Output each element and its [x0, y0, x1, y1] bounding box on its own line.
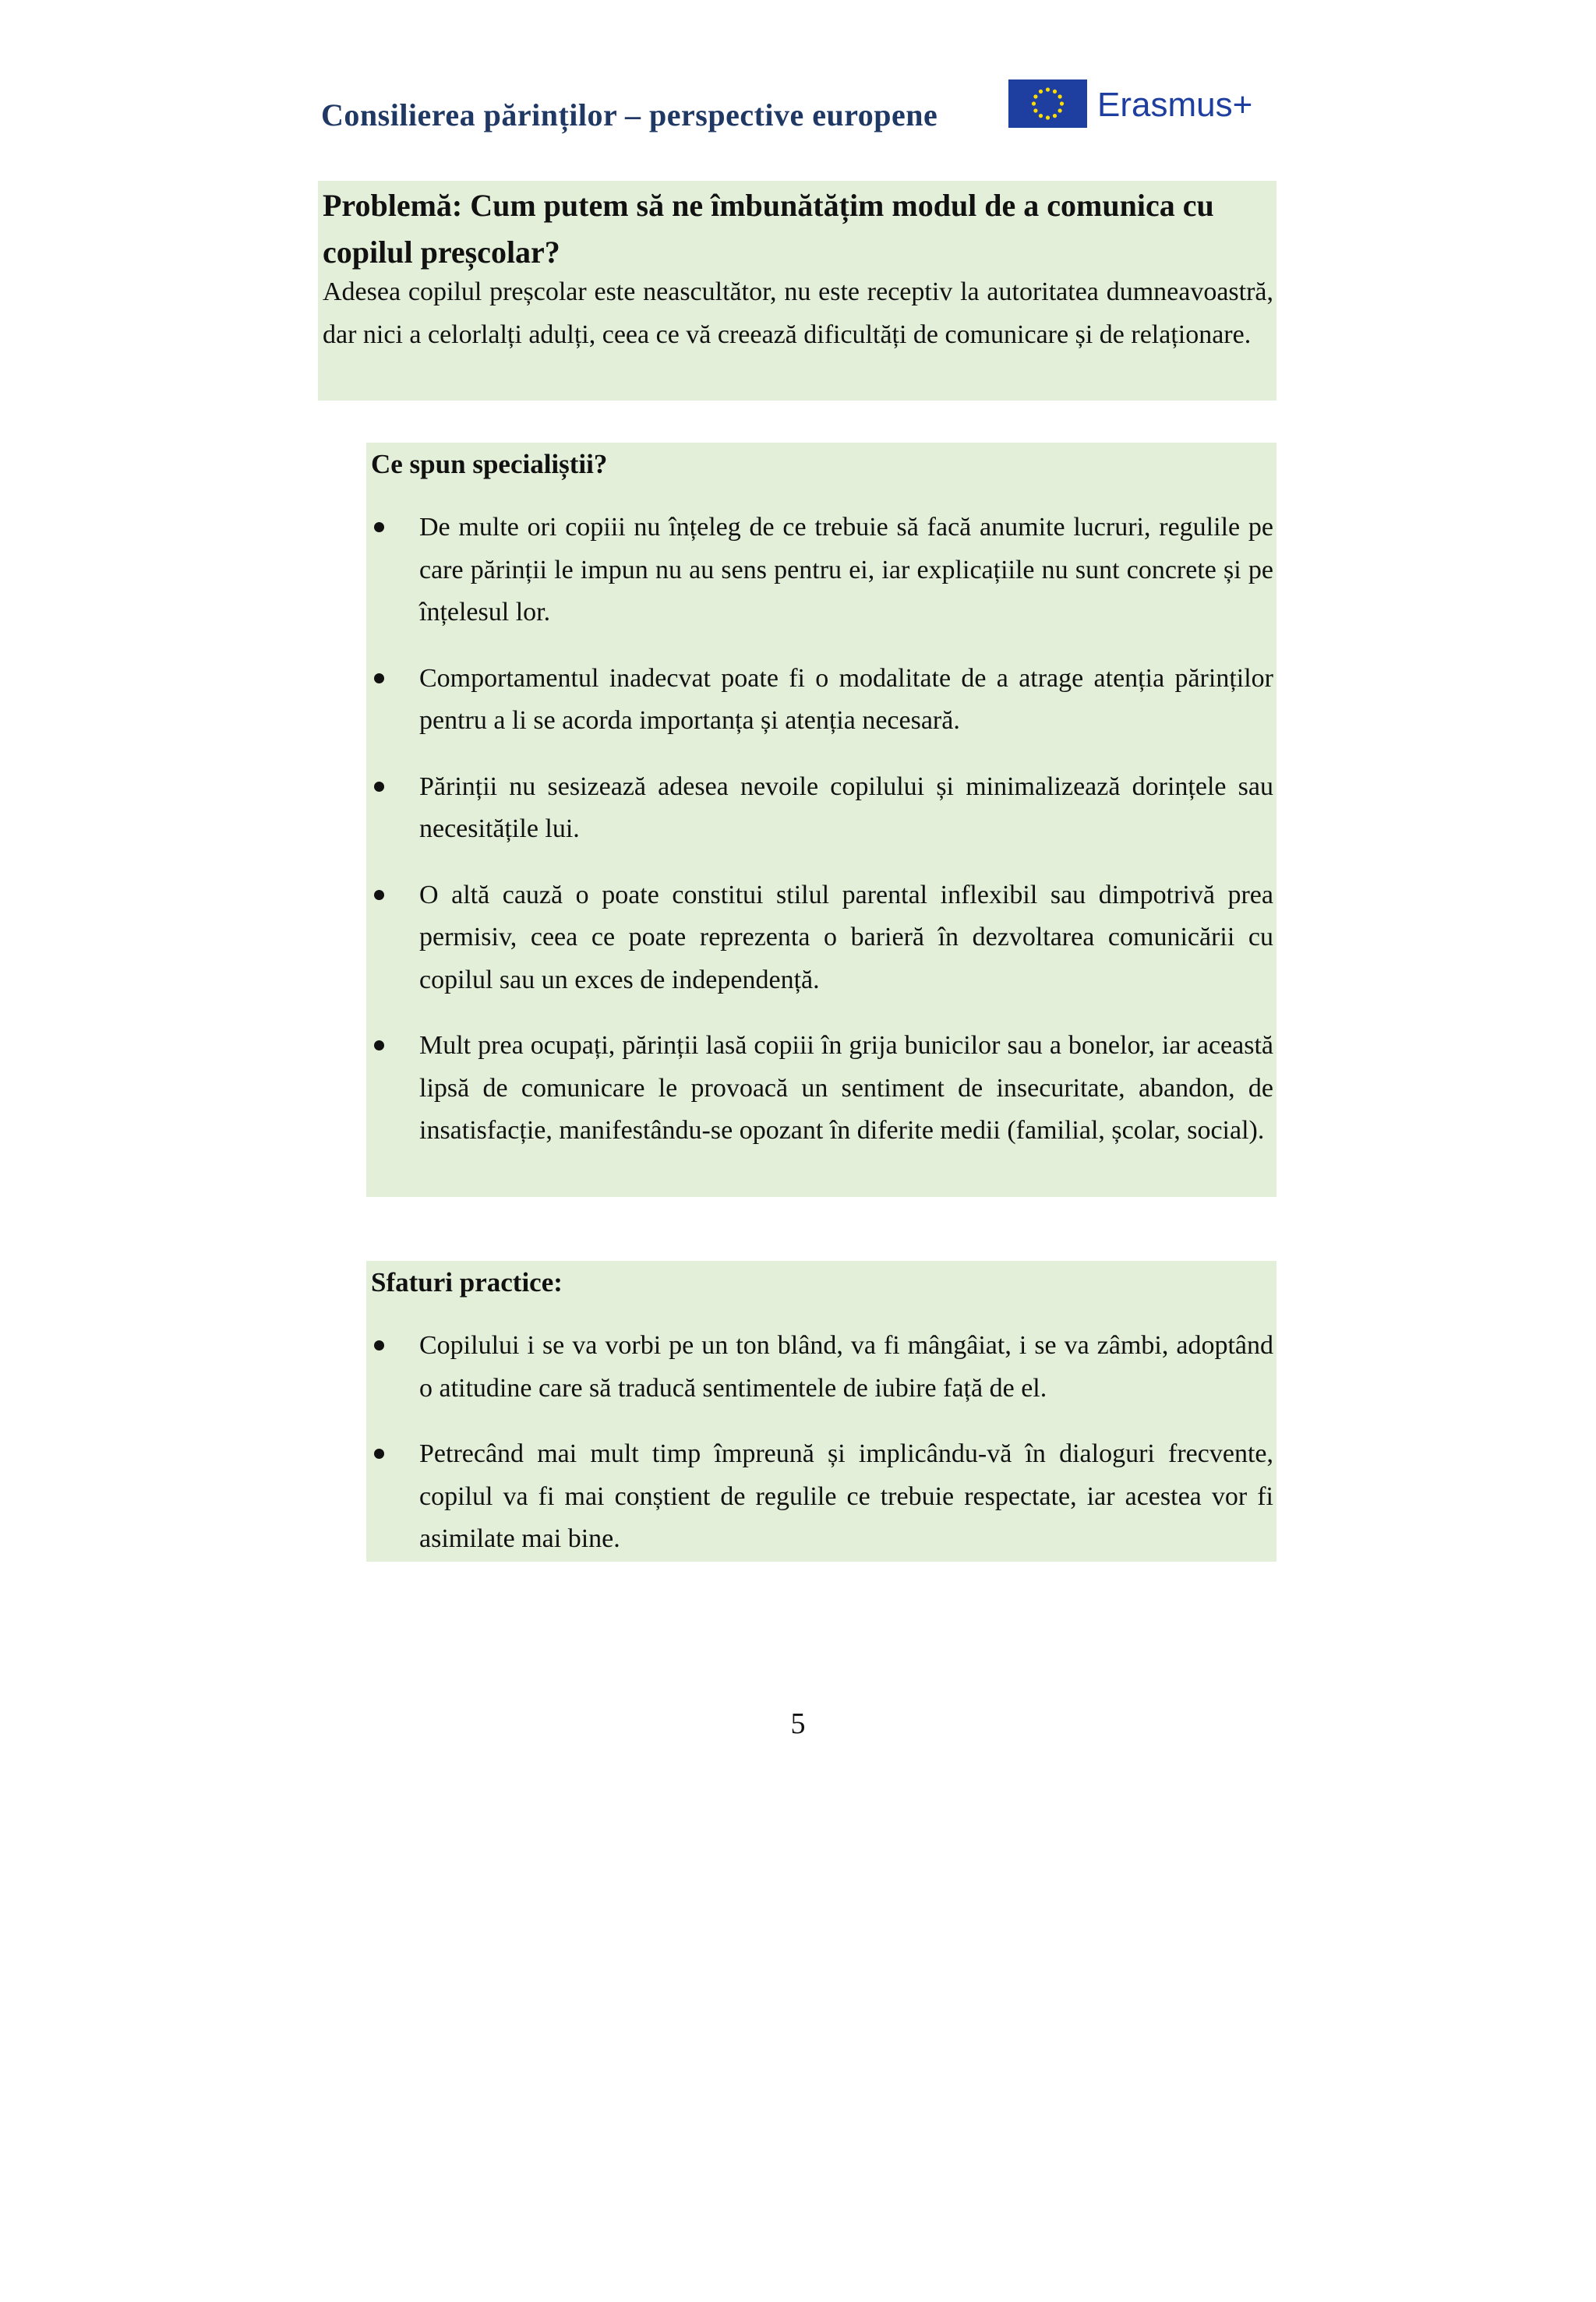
bullet-icon — [374, 1449, 384, 1459]
advice-title: Sfaturi practice: — [371, 1267, 563, 1298]
erasmus-logo-text: Erasmus+ — [1097, 86, 1253, 124]
bullet-icon — [374, 890, 384, 900]
eu-flag-icon — [1008, 79, 1087, 128]
specialists-title: Ce spun specialiștii? — [371, 449, 608, 479]
bullet-icon — [374, 1040, 384, 1050]
list-item — [366, 507, 1276, 634]
list-item-text: Petrecând mai mult timp împreună și implicându-vă în dialoguri frecvente, copilul va fi mai conștient de regulile ce trebuie respectate, iar acestea vor fi asimilate mai bine. — [419, 1439, 1273, 1553]
list-item-text: O altă cauză o poate constitui stilul parental inflexibil sau dimpotrivă prea permisiv, ceea ce poate reprezenta o barieră în dezvoltarea comunicării cu copilul sau un exces de independență. — [419, 880, 1273, 994]
list-item — [366, 1325, 1276, 1410]
list-item-text: Părinții nu sesizează adesea nevoile copilului și minimalizează dorințele sau necesitățile lui. — [419, 771, 1273, 843]
erasmus-logo — [1008, 79, 1276, 128]
advice-list — [366, 1325, 1276, 1584]
list-item-text: Comportamentul inadecvat poate fi o modalitate de a atrage atenția părinților pentru a li se acorda importanța și atenția necesară. — [419, 663, 1273, 735]
page-number: 5 — [790, 1707, 806, 1740]
problem-box — [318, 181, 1276, 401]
list-item-text: De multe ori copiii nu înțeleg de ce trebuie să facă anumite lucruri, regulile pe care părinții le impun nu au sens pentru ei, iar explicațiile nu sunt concrete și pe înțelesul lor. — [419, 513, 1273, 627]
list-item — [366, 1433, 1276, 1561]
list-item — [366, 766, 1276, 851]
bullet-icon — [374, 522, 384, 532]
problem-title: Problemă: Cum putem să ne îmbunătățim modul de a comunica cu copilul preșcolar? — [323, 188, 1214, 270]
list-item — [366, 1025, 1276, 1153]
advice-box — [366, 1261, 1276, 1562]
bullet-icon — [374, 673, 384, 683]
list-item — [366, 658, 1276, 743]
bullet-icon — [374, 1340, 384, 1350]
list-item-text: Copilului i se va vorbi pe un ton blând, va fi mângâiat, i se va zâmbi, adoptând o atitudine care să traducă sentimentele de iubire față de el. — [419, 1331, 1273, 1403]
list-item — [366, 874, 1276, 1002]
problem-text: Adesea copilul preșcolar este neascultător, nu este receptiv la autoritatea dumneavoastră, dar nici a celorlalți adulți, ceea ce vă creează dificultăți de comunicare și de relaționare. — [323, 277, 1273, 349]
header-title: Consilierea părinților – perspective europene — [321, 97, 938, 132]
page-header — [321, 75, 1276, 140]
list-item-text: Mult prea ocupați, părinții lasă copiii în grija bunicilor sau a bonelor, iar această lipsă de comunicare le provoacă un sentiment de insecuritate, abandon, de insatisfacție, manifestându-se opozant în diferite medii (familial, școlar, social). — [419, 1031, 1273, 1145]
specialists-list — [366, 507, 1276, 1176]
specialists-box — [366, 443, 1276, 1197]
bullet-icon — [374, 782, 384, 792]
